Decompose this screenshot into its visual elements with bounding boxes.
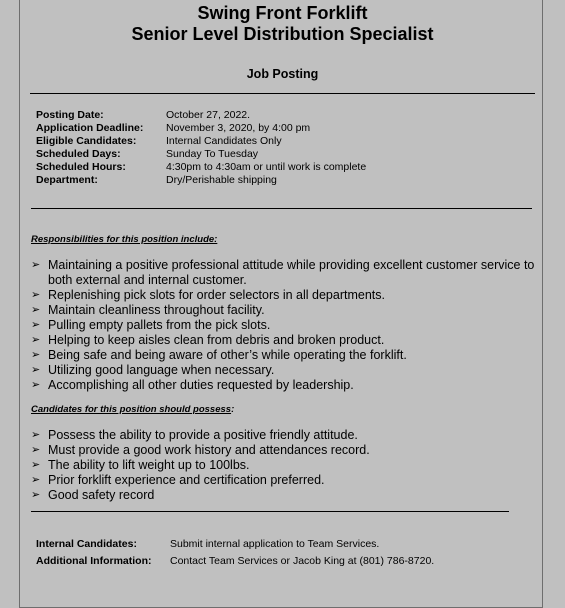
detail-value: Dry/Perishable shipping [166,174,277,186]
detail-label: Scheduled Hours: [36,161,126,173]
list-item [31,378,539,393]
list-item [31,318,539,333]
list-item [31,488,539,503]
detail-label: Scheduled Days: [36,148,121,160]
list-item [31,473,539,488]
arrow-bullet-icon: ➢ [31,429,41,441]
detail-label: Application Deadline: [36,122,144,134]
detail-row [36,161,366,174]
contact-row [36,536,434,553]
qualifications-list [31,428,539,503]
detail-row [36,109,366,122]
arrow-bullet-icon: ➢ [31,444,41,456]
list-item-text: The ability to lift weight up to 100lbs. [48,458,250,472]
responsibilities-list [31,258,539,393]
detail-label: Eligible Candidates: [36,135,137,147]
detail-value: November 3, 2020, by 4:00 pm [166,122,311,134]
list-item-text: Possess the ability to provide a positive friendly attitude. [48,428,358,442]
list-item-text: Good safety record [48,488,155,502]
arrow-bullet-icon: ➢ [31,459,41,471]
detail-value: Internal Candidates Only [166,135,282,147]
list-item-text: Replenishing pick slots for order selectors in all departments. [48,288,385,302]
detail-row [36,148,366,161]
contact-details [36,536,434,570]
arrow-bullet-icon: ➢ [31,489,41,501]
footer-divider [31,511,509,512]
list-item-text: Pulling empty pallets from the pick slots. [48,318,271,332]
detail-label: Department: [36,174,98,186]
list-item [31,258,539,288]
arrow-bullet-icon: ➢ [31,474,41,486]
detail-row [36,135,366,148]
list-item [31,443,539,458]
list-item-text: Helping to keep aisles clean from debris and broken product. [48,333,385,347]
contact-label: Internal Candidates: [36,538,137,550]
arrow-bullet-icon: ➢ [31,289,41,301]
list-item [31,458,539,473]
list-item [31,428,539,443]
list-item-text: Prior forklift experience and certification preferred. [48,473,325,487]
contact-value: Submit internal application to Team Services. [170,538,380,550]
arrow-bullet-icon: ➢ [31,349,41,361]
qualifications-heading [31,404,234,415]
detail-label: Posting Date: [36,109,104,121]
arrow-bullet-icon: ➢ [31,364,41,376]
list-item-text: Accomplishing all other duties requested by leadership. [48,378,354,392]
detail-value: October 27, 2022. [166,109,251,121]
arrow-bullet-icon: ➢ [31,259,41,271]
list-item-text: Maintain cleanliness throughout facility. [48,303,265,317]
arrow-bullet-icon: ➢ [31,304,41,316]
list-item-text: Being safe and being aware of other’s while operating the forklift. [48,348,407,362]
contact-value: Contact Team Services or Jacob King at (801) 786-8720. [170,555,435,567]
list-item [31,333,539,348]
qualifications-heading-text: Candidates for this position should possess [31,404,232,415]
posting-type-label: Job Posting [246,67,319,81]
list-item-text: Maintaining a positive professional attitude while providing excellent customer service to both external and internal customer. [48,258,535,287]
list-item [31,288,539,303]
qualifications-heading-colon: : [231,404,235,415]
detail-row [36,122,366,135]
job-title: Swing Front Forklift [197,3,368,23]
arrow-bullet-icon: ➢ [31,319,41,331]
detail-row [36,174,366,187]
arrow-bullet-icon: ➢ [31,334,41,346]
list-item [31,348,539,363]
job-subtitle-title: Senior Level Distribution Specialist [131,24,434,44]
list-item [31,363,539,378]
contact-label: Additional Information: [36,555,152,567]
contact-row [36,553,434,570]
responsibilities-heading: Responsibilities for this position include: [31,234,218,245]
list-item-text: Utilizing good language when necessary. [48,363,275,377]
list-item-text: Must provide a good work history and attendances record. [48,443,370,457]
details-divider [31,208,532,209]
arrow-bullet-icon: ➢ [31,379,41,391]
detail-value: 4:30pm to 4:30am or until work is complete [166,161,367,173]
detail-value: Sunday To Tuesday [166,148,259,160]
list-item [31,303,539,318]
header-divider [30,93,535,94]
posting-details [36,109,366,187]
